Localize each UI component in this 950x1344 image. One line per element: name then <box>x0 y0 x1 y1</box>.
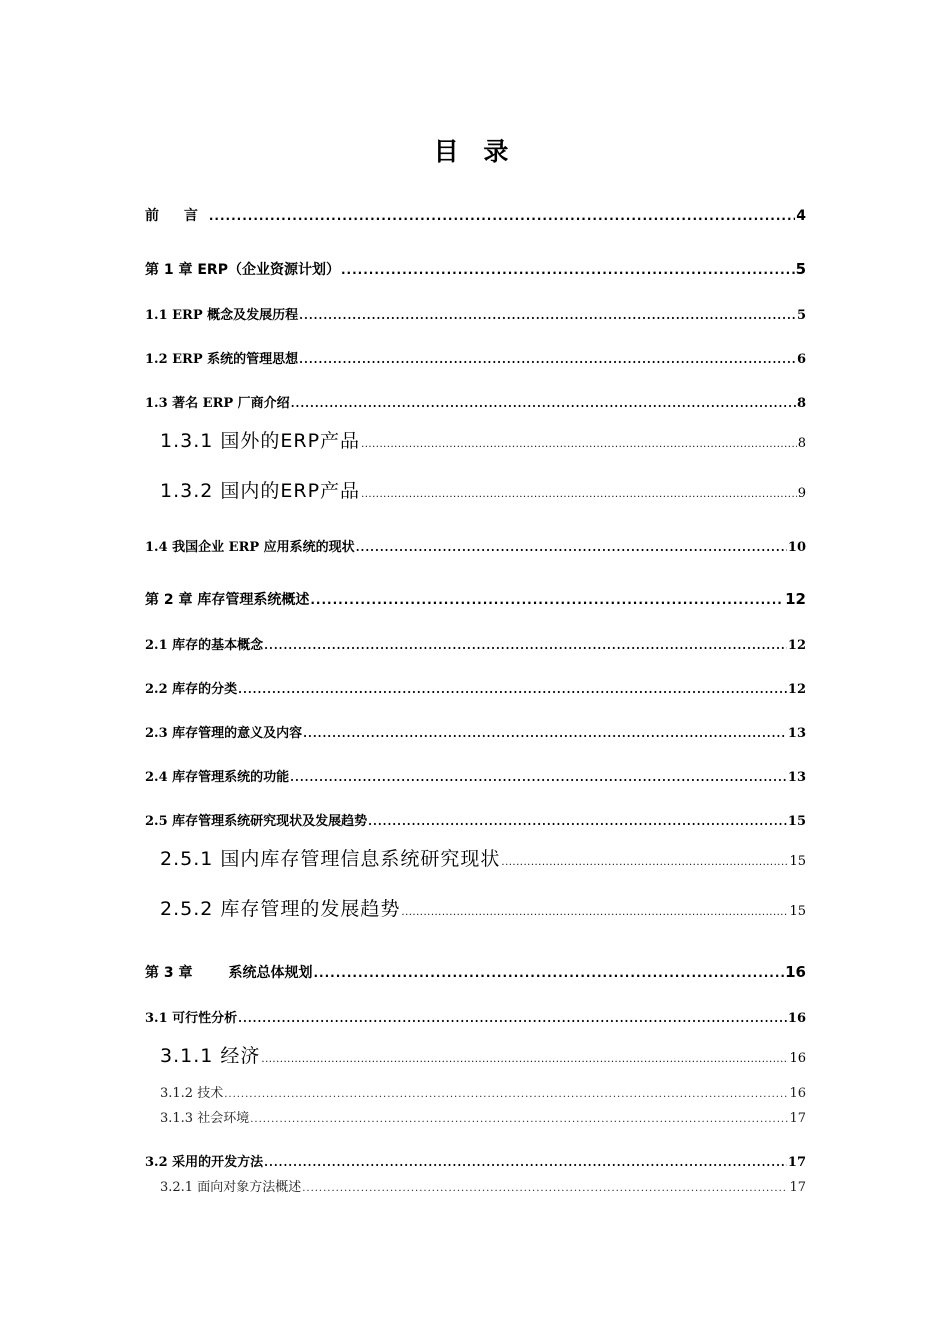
page-title: 目 录 <box>433 137 517 166</box>
toc-entry-3-2[interactable] <box>145 1151 806 1170</box>
toc-page-number: 6 <box>796 352 806 367</box>
toc-page-number: 9 <box>797 486 806 501</box>
toc-entry-label: 2.4 库存管理系统的功能 <box>145 770 290 785</box>
toc-leader-dots <box>238 1012 787 1025</box>
toc-entry-label: 1.3 著名 ERP 厂商介绍 <box>145 396 290 411</box>
toc-entry-chapter-2[interactable] <box>145 589 806 609</box>
chapter-number: 第 3 章 <box>145 965 193 981</box>
toc-leader-dots <box>238 683 787 696</box>
toc-entry-label: 2.5 库存管理系统研究现状及发展趋势 <box>145 814 368 829</box>
toc-page-number: 10 <box>787 540 806 555</box>
toc-entry-2-5-2[interactable] <box>160 894 806 921</box>
toc-entry-label: 3.1.1 经济 <box>160 1045 261 1067</box>
toc-leader-dots <box>209 209 795 223</box>
toc-leader-dots <box>361 439 797 450</box>
toc-leader-dots <box>368 815 787 828</box>
toc-entry-label: 3.1.3 社会环境 <box>160 1111 250 1126</box>
toc-entry-label: 1.3.2 国内的ERP产品 <box>160 480 361 502</box>
toc-entry-1-3-1[interactable] <box>160 426 806 453</box>
toc-entry-2-4[interactable] <box>145 766 806 785</box>
toc-leader-dots <box>290 771 787 784</box>
toc-entry-label: 3.2.1 面向对象方法概述 <box>160 1180 302 1195</box>
toc-page-number: 4 <box>796 208 806 224</box>
toc-page-number: 17 <box>789 1111 806 1126</box>
toc-page-number: 15 <box>787 814 806 829</box>
toc-leader-dots <box>314 966 785 980</box>
toc-leader-dots <box>291 397 796 410</box>
toc-leader-dots <box>250 1114 788 1125</box>
toc-page-number: 17 <box>787 1155 806 1170</box>
toc-page-number: 8 <box>796 396 806 411</box>
toc-page-number: 16 <box>785 963 806 981</box>
toc-page-number: 12 <box>787 638 806 653</box>
toc-entry-1-4[interactable] <box>145 536 806 555</box>
toc-leader-dots <box>401 907 788 918</box>
toc-leader-dots <box>356 541 787 554</box>
toc-entry-label: 3.1.2 技术 <box>160 1086 224 1101</box>
toc-entry-label: 1.4 我国企业 ERP 应用系统的现状 <box>145 540 355 555</box>
toc-leader-dots <box>264 639 787 652</box>
toc-page-number: 12 <box>787 682 806 697</box>
toc-page-number: 16 <box>787 1011 806 1026</box>
toc-entry-2-2[interactable] <box>145 678 806 697</box>
toc-page-number: 13 <box>787 770 806 785</box>
toc-page-number: 8 <box>797 436 806 451</box>
toc-entry-1-3[interactable] <box>145 392 806 411</box>
toc-leader-dots <box>501 857 788 868</box>
toc-entry-label: 2.3 库存管理的意义及内容 <box>145 726 303 741</box>
toc-leader-dots <box>303 727 787 740</box>
toc-leader-dots <box>302 1183 788 1194</box>
toc-entry-label: 前 言 <box>145 208 208 224</box>
chapter-title: 系统总体规划 <box>228 965 313 981</box>
toc-entry-label: 2.2 库存的分类 <box>145 682 238 697</box>
toc-entry-label: 1.2 ERP 系统的管理思想 <box>145 352 299 367</box>
toc-entry-label: 2.1 库存的基本概念 <box>145 638 264 653</box>
toc-entry-3-2-1[interactable] <box>160 1176 806 1195</box>
toc-leader-dots <box>310 593 784 607</box>
toc-page-number: 16 <box>789 1086 806 1101</box>
toc-page-number: 16 <box>789 1051 806 1066</box>
toc-entry-label: 2.5.1 国内库存管理信息系统研究现状 <box>160 848 501 870</box>
toc-entry-label: 3.1 可行性分析 <box>145 1011 238 1026</box>
toc-entry-2-3[interactable] <box>145 722 806 741</box>
toc-entry-1-2[interactable] <box>145 348 806 367</box>
toc-entry-label <box>145 962 313 982</box>
toc-leader-dots <box>341 263 795 277</box>
toc-page-number: 5 <box>796 308 806 323</box>
toc-entry-label: 第 2 章 库存管理系统概述 <box>145 592 310 608</box>
toc-leader-dots <box>261 1054 788 1065</box>
toc-page-number: 17 <box>789 1180 806 1195</box>
toc-entry-1-3-2[interactable] <box>160 476 806 503</box>
toc-entry-label: 3.2 采用的开发方法 <box>145 1155 264 1170</box>
toc-leader-dots <box>299 353 796 366</box>
toc-entry-label: 1.3.1 国外的ERP产品 <box>160 430 361 452</box>
toc-entry-3-1-1[interactable] <box>160 1041 806 1068</box>
toc-entry-chapter-1[interactable] <box>145 259 806 279</box>
toc-entry-label: 第 1 章 ERP（企业资源计划） <box>145 262 340 278</box>
toc-page-number: 13 <box>787 726 806 741</box>
toc-page-number: 15 <box>789 854 806 869</box>
toc-entry-2-5[interactable] <box>145 810 806 829</box>
toc-entry-1-1[interactable] <box>145 304 806 323</box>
toc-leader-dots <box>264 1156 787 1169</box>
toc-entry-chapter-3[interactable] <box>145 962 806 982</box>
toc-entry-preface[interactable] <box>145 205 806 225</box>
toc-entry-2-5-1[interactable] <box>160 844 806 871</box>
toc-entry-3-1-3[interactable] <box>160 1107 806 1126</box>
toc-entry-3-1[interactable] <box>145 1007 806 1026</box>
toc-entry-label: 2.5.2 库存管理的发展趋势 <box>160 898 401 920</box>
toc-leader-dots <box>224 1089 788 1100</box>
toc-entry-label: 1.1 ERP 概念及发展历程 <box>145 308 299 323</box>
toc-leader-dots <box>299 309 796 322</box>
toc-page-number: 15 <box>789 904 806 919</box>
toc-page-number: 5 <box>795 260 806 278</box>
toc-page-number: 12 <box>785 590 806 608</box>
toc-entry-3-1-2[interactable] <box>160 1082 806 1101</box>
toc-leader-dots <box>361 489 797 500</box>
toc-entry-2-1[interactable] <box>145 634 806 653</box>
